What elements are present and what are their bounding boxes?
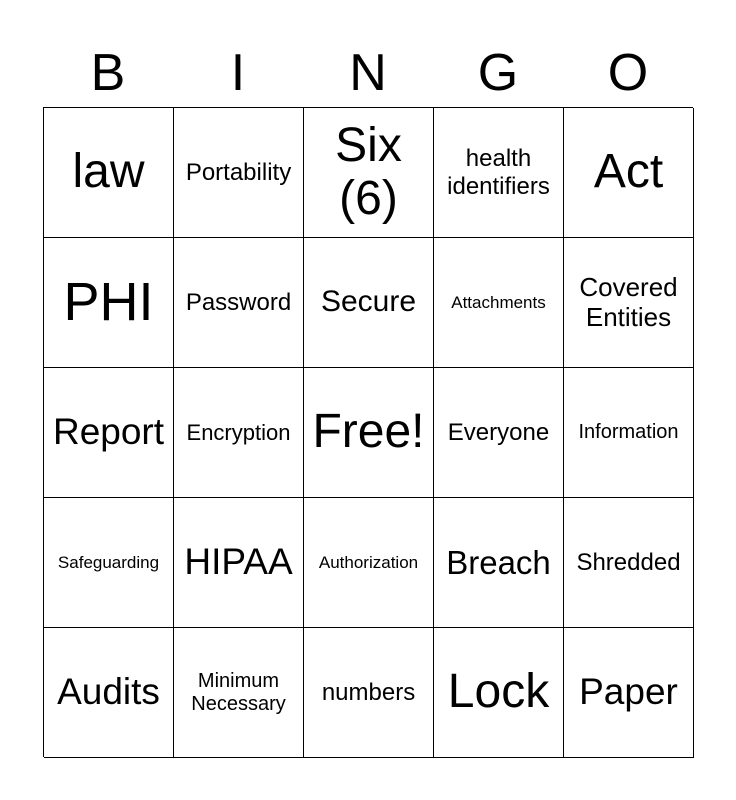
header-letter-i: I — [230, 44, 246, 102]
bingo-cell-shredded[interactable] — [564, 498, 694, 628]
cell-label: Authorization — [318, 552, 419, 572]
bingo-cell-law[interactable] — [44, 108, 174, 238]
bingo-cell-phi[interactable] — [44, 238, 174, 368]
bingo-header — [43, 40, 693, 106]
cell-label: Act — [593, 145, 664, 199]
cell-label: Audits — [57, 671, 160, 713]
cell-label: Encryption — [186, 419, 291, 445]
header-letter-o: O — [607, 44, 649, 102]
cell-label: health identifiers — [447, 144, 550, 200]
bingo-cell-authorization[interactable] — [304, 498, 434, 628]
bingo-cell-act[interactable] — [564, 108, 694, 238]
header-letter-n: N — [349, 44, 387, 102]
header-letter-g: G — [477, 44, 519, 102]
cell-label: Everyone — [447, 418, 550, 446]
cell-label: Paper — [579, 671, 678, 713]
bingo-cell-secure[interactable] — [304, 238, 434, 368]
header-letter-b: B — [90, 44, 126, 102]
bingo-cell-breach[interactable] — [434, 498, 564, 628]
bingo-cell-audits[interactable] — [44, 628, 174, 758]
bingo-cell-everyone[interactable] — [434, 368, 564, 498]
bingo-cell-encryption[interactable] — [174, 368, 304, 498]
bingo-cell-attachments[interactable] — [434, 238, 564, 368]
bingo-cell-numbers[interactable] — [304, 628, 434, 758]
cell-label: Report — [52, 411, 165, 453]
cell-label: HIPAA — [184, 541, 293, 583]
cell-label: Shredded — [576, 548, 681, 576]
bingo-cell-health-identifiers[interactable] — [434, 108, 564, 238]
cell-label: law — [72, 145, 145, 199]
cell-label: Attachments — [451, 292, 546, 312]
cell-label: Minimum Necessary — [191, 669, 286, 715]
cell-label: Covered Entities — [579, 271, 678, 332]
cell-label: Secure — [320, 285, 417, 319]
cell-label: Breach — [446, 543, 551, 581]
bingo-board — [43, 107, 693, 757]
cell-label: Lock — [447, 665, 550, 719]
cell-label: Portability — [185, 158, 292, 186]
cell-label: Free! — [312, 405, 425, 459]
cell-label: Six (6) — [335, 118, 402, 225]
cell-label: Information — [578, 421, 679, 443]
bingo-cell-paper[interactable] — [564, 628, 694, 758]
bingo-cell-six[interactable] — [304, 108, 434, 238]
bingo-cell-portability[interactable] — [174, 108, 304, 238]
bingo-cell-hipaa[interactable] — [174, 498, 304, 628]
cell-label: numbers — [321, 678, 416, 706]
bingo-cell-lock[interactable] — [434, 628, 564, 758]
bingo-cell-free[interactable] — [304, 368, 434, 498]
bingo-cell-information[interactable] — [564, 368, 694, 498]
bingo-cell-minimum-necessary[interactable] — [174, 628, 304, 758]
cell-label: Password — [185, 288, 292, 316]
cell-label: Safeguarding — [57, 552, 160, 572]
bingo-cell-covered-entities[interactable] — [564, 238, 694, 368]
bingo-cell-report[interactable] — [44, 368, 174, 498]
bingo-cell-safeguarding[interactable] — [44, 498, 174, 628]
bingo-cell-password[interactable] — [174, 238, 304, 368]
cell-label: PHI — [63, 271, 154, 332]
